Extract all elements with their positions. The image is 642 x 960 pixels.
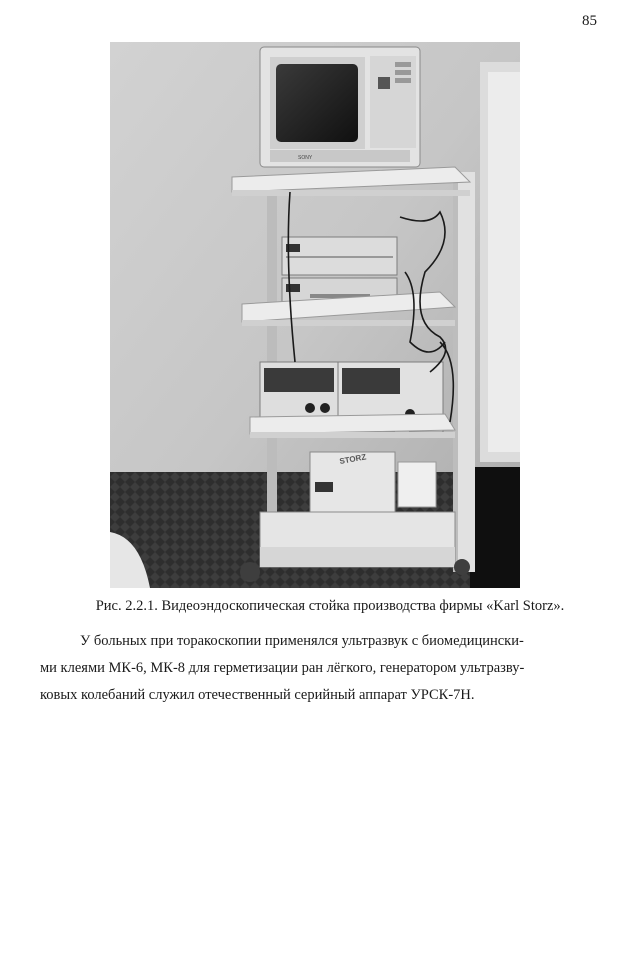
paragraph-line: ковых колебаний служил отечественный серийный аппарат УРСК-7Н. [40,687,475,703]
monitor-brand: SONY [298,155,313,161]
dark-object [470,467,520,588]
caster-right [454,559,470,575]
paragraph-line: У больных при торакоскопии применялся ультразвук с биомедицински- [80,633,524,649]
endoscopy-stand-photo [110,42,520,588]
cart-base-edge [260,547,455,567]
monitor-screen [276,64,358,142]
insufflator-panel [264,368,334,392]
suction-canister [398,462,436,507]
monitor-side-panel [370,56,416,148]
monitor-button [378,77,390,89]
electrosurgical-panel [342,368,400,394]
paragraph-line: ми клеями МК-6, МК-8 для герметизации ран лёгкого, генератором ультразву- [40,660,525,676]
shelf-top-edge [232,190,470,196]
caster-left [240,562,260,582]
shelf-lower [250,414,455,434]
page-number: 85 [582,13,597,29]
crt-monitor [260,47,420,167]
unit-label: STORZ [338,452,367,466]
figure-caption: Рис. 2.2.1. Видеоэндоскопическая стойка производства фирмы «Karl Storz». [95,598,565,614]
window-light [488,72,520,452]
body-paragraph [40,628,605,709]
shelf-lower-edge [250,432,455,438]
